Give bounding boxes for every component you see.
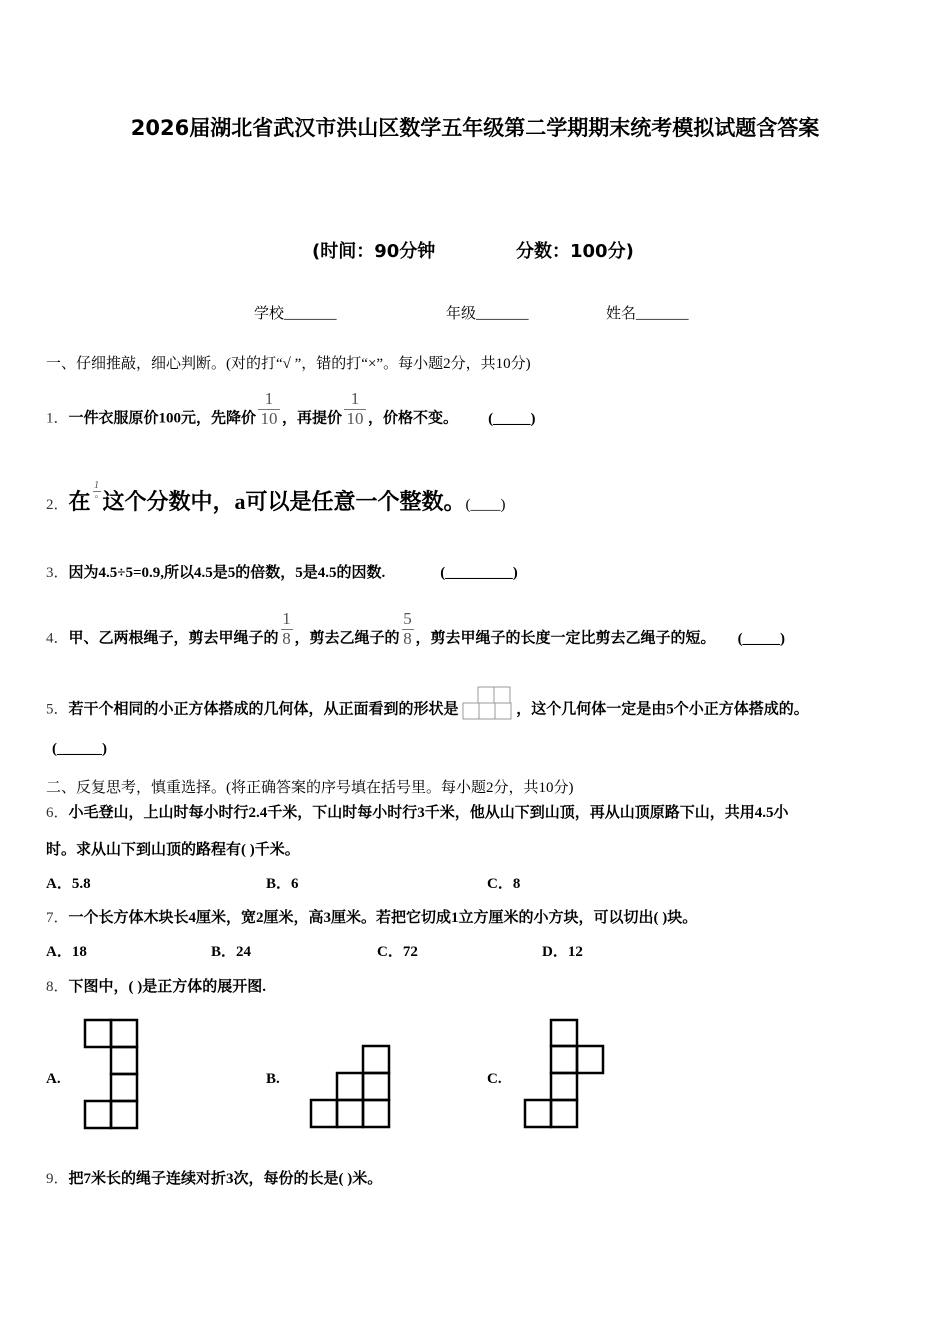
option-c[interactable]: C．8 — [487, 876, 521, 892]
fraction: $\frac{1}{▫}$ — [94, 480, 100, 504]
page-title: 2026届湖北省武汉市洪山区数学五年级第二学期期末统考模拟试题含答案 — [130, 116, 820, 140]
option-a[interactable]: A. — [46, 1071, 61, 1087]
question-6: 6．小毛登山，上山时每小时行2.4千米，下山时每小时行3千米，他从山下到山顶，再从山顶原路下山，共用4.5小 — [46, 805, 789, 821]
answer-blank[interactable]: (_____) — [737, 630, 786, 647]
question-3: 3．因为4.5÷5=0.9,所以4.5是5的倍数，5是4.5的因数. (_________) — [46, 565, 518, 581]
fraction: $\frac{1}{8}$ — [282, 609, 291, 648]
answer-blank[interactable]: (_________) — [440, 565, 518, 581]
exam-score: 分数：100分) — [516, 241, 634, 262]
exam-time: (时间：90分钟 — [312, 241, 436, 262]
option-a[interactable]: A．5.8 — [46, 876, 91, 892]
q-number: 3． — [46, 565, 69, 581]
name-field[interactable]: 姓名_______ — [606, 306, 689, 322]
net-figure-c — [525, 1020, 603, 1127]
answer-blank[interactable]: (______) — [52, 741, 107, 757]
question-6-cont: 时。求从山下到山顶的路程有( )千米。 — [46, 842, 300, 858]
option-a[interactable]: A．18 — [46, 944, 87, 960]
question-2: 2．在 $\frac{1}{▫}$ 这个分数中，a可以是任意一个整数。(____) — [46, 480, 506, 514]
q-number: 6． — [46, 805, 69, 821]
fraction: $\frac{1}{10}$ — [344, 390, 366, 428]
question-9: 9．把7米长的绳子连续对折3次，每份的长是( )米。 — [46, 1171, 383, 1187]
section-2-heading: 二、反复思考，慎重选择。(将正确答案的序号填在括号里。每小题2分，共10分) — [46, 780, 574, 796]
option-c[interactable]: C．72 — [377, 944, 418, 960]
question-5: 5．若干个相同的小正方体搭成的几何体，从正面看到的形状是 ，这个几何体一定是由5个小正方体搭成的。 — [46, 692, 809, 728]
school-field[interactable]: 学校_______ — [254, 306, 337, 322]
q-number: 2． — [46, 497, 69, 513]
question-4: 4．甲、乙两根绳子，剪去甲绳子的 $\frac{1}{8}$ ，剪去乙绳子的 $\frac{5}{8}$ ，剪去甲绳子的长度一定比剪去乙绳子的短。 (_____) — [46, 609, 786, 648]
answer-blank[interactable]: (____) — [465, 497, 506, 513]
fraction: $\frac{5}{8}$ — [403, 609, 412, 648]
q-text: ，再提价 — [282, 410, 343, 427]
question-7: 7．一个长方体木块长4厘米，宽2厘米，高3厘米。若把它切成1立方厘米的小方块，可以切出( )块。 — [46, 910, 698, 926]
fraction: $\frac{1}{10}$ — [258, 390, 280, 428]
option-b[interactable]: B. — [266, 1071, 280, 1087]
q-number: 9． — [46, 1171, 69, 1187]
question-8: 8．下图中，( )是正方体的展开图. — [46, 979, 267, 995]
option-b[interactable]: B．24 — [211, 944, 252, 960]
answer-blank[interactable]: (_____) — [488, 410, 536, 427]
section-1-heading: 一、仔细推敲，细心判断。(对的打“√ ”，错的打“×”。每小题2分，共10分) — [46, 356, 531, 372]
option-c[interactable]: C. — [487, 1071, 502, 1087]
q-number: 5． — [46, 701, 69, 718]
q-text: 一件衣服原价100元，先降价 — [68, 410, 257, 427]
q-number: 1． — [46, 410, 69, 427]
q-number: 4． — [46, 630, 69, 647]
option-d[interactable]: D．12 — [542, 944, 583, 960]
grade-field[interactable]: 年级_______ — [446, 306, 529, 322]
net-figure-b — [311, 1046, 389, 1127]
option-b[interactable]: B．6 — [266, 876, 299, 892]
q-number: 7． — [46, 910, 69, 926]
q-number: 8． — [46, 979, 69, 995]
q-text: ，价格不变。 — [368, 410, 459, 427]
net-figure-a — [85, 1020, 137, 1128]
